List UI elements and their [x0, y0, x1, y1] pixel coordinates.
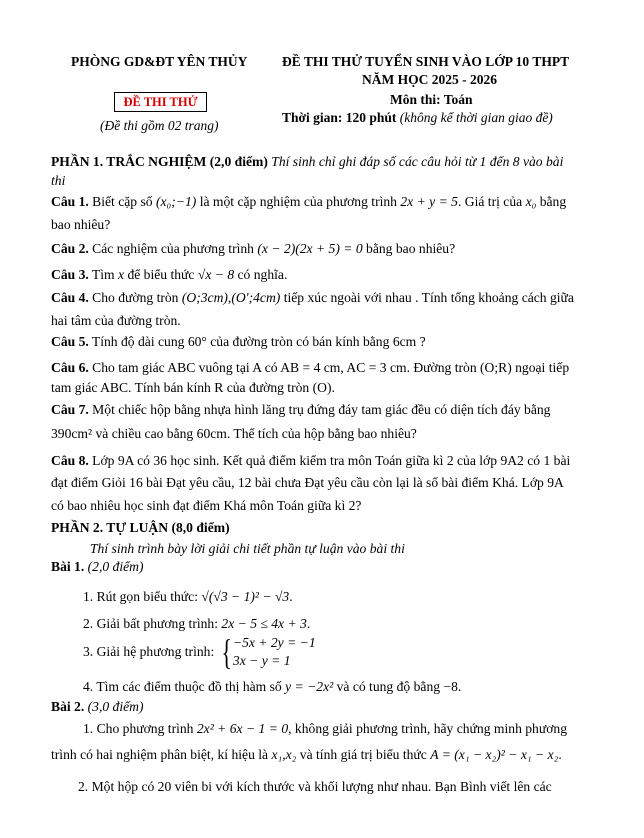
bai-2-item-2: 2. Một hộp có 20 viên bi với kích thước và khối lượng như nhau. Bạn Bình viết lên các — [78, 779, 552, 794]
q2-text2: bằng bao nhiêu? — [362, 241, 456, 256]
b1-1-end: . — [289, 589, 293, 604]
b2-1-text: 1. Cho phương trình — [83, 721, 197, 736]
question-5 — [51, 332, 426, 352]
q3-text3: có nghĩa. — [234, 267, 288, 282]
b1-4-end: . — [457, 679, 462, 694]
q2-math-equation: (x − 2)(2x + 5) = 0 — [257, 241, 363, 256]
q3-math-sqrt: √x − 8 — [197, 267, 235, 282]
q1-math-equation: 2x + y = 5 — [400, 194, 458, 209]
question-7 — [51, 400, 550, 420]
q1-label: Câu 1. — [51, 194, 89, 209]
b1-4-math-func: y = −2x² — [285, 679, 334, 694]
bai-2-label: Bài 2. — [51, 699, 85, 714]
q3-text: Tìm — [88, 267, 118, 282]
q1-text2: là một cặp nghiệm của phương trình — [196, 194, 401, 209]
bai-1-label: Bài 1. — [51, 559, 85, 574]
q5-text3: ? — [416, 334, 426, 349]
part1-instruction: Thí sinh chỉ ghi đáp số các câu hỏi từ 1 đến 8 vào bài — [267, 154, 564, 169]
question-4-cont: hai tâm của đường tròn. — [51, 313, 181, 328]
question-8-cont1: đạt điểm Giỏi 16 bài Đạt yêu cầu, 12 bài chưa Đạt yêu cầu còn lại là số bài điểm Khá. Lớp 9A — [51, 475, 564, 490]
part2-instruction: Thí sinh trình bày lời giải chi tiết phần tự luận vào bài thi — [90, 541, 405, 556]
exam-title: ĐỀ THI THỬ TUYỂN SINH VÀO LỚP 10 THPT — [282, 54, 570, 69]
b1-1-text: 1. Rút gọn biểu thức: — [83, 589, 202, 604]
trial-exam-stamp: ĐỀ THI THỬ — [114, 92, 207, 112]
time-note: (không kể thời gian giao đề) — [399, 110, 553, 125]
b1-3-eq2: 3x − y = 1 — [232, 653, 291, 668]
b2-1-text4: và tính giá trị biểu thức — [296, 747, 431, 762]
time-info — [282, 110, 553, 126]
department-name: PHÒNG GD&ĐT YÊN THỦY — [71, 54, 248, 69]
bai-1-item-1 — [83, 587, 293, 607]
q7-math-area: 390cm² — [51, 426, 93, 441]
part1-title: PHẦN 1. TRẮC NGHIỆM (2,0 điểm) — [51, 154, 268, 169]
bai-2-item-1 — [83, 719, 567, 739]
pages-note: (Đề thi gồm 02 trang) — [100, 118, 219, 133]
q1-math-x0: x₀ — [525, 194, 537, 209]
b1-4-text: 4. Tìm các điểm thuộc đồ thị hàm số — [83, 679, 286, 694]
b2-1-math-equation: 2x² + 6x − 1 = 0 — [196, 721, 289, 736]
b1-4-math-value: −8 — [443, 679, 458, 694]
part1-instruction-cont: thi — [51, 173, 66, 188]
question-8-cont2: có bao nhiêu học sinh đạt điểm Khá môn Toán giữa kì 2? — [51, 498, 362, 513]
b2-1-text2: , không giải phương trình, hãy chứng minh phương — [288, 721, 568, 736]
b1-1-math: √(√3 − 1)² − √3 — [201, 589, 290, 604]
part2-title: PHẦN 2. TỰ LUẬN (8,0 điểm) — [51, 520, 230, 535]
q3-math-x: x — [118, 267, 125, 282]
time-label: Thời gian: 120 phút — [282, 110, 397, 125]
q8-text: Lớp 9A có 36 học sinh. Kết quả điểm kiểm tra môn Toán giữa kì 2 của lớp 9A2 có 1 bài — [88, 453, 571, 468]
bai-1-points: (2,0 điểm) — [84, 559, 144, 574]
b1-3-text: 3. Giải hệ phương trình: — [83, 644, 218, 659]
q7-text2: và chiều cao bằng — [92, 426, 197, 441]
q7-label: Câu 7. — [51, 402, 89, 417]
q1-text: Biết cặp số — [88, 194, 156, 209]
bai-1-heading — [51, 557, 144, 577]
q5-math-angle: 60° — [187, 334, 207, 349]
school-year: NĂM HỌC 2025 - 2026 — [362, 72, 497, 87]
subject: Môn thi: Toán — [390, 92, 473, 107]
equation-system — [233, 634, 316, 670]
q5-label: Câu 5. — [51, 334, 89, 349]
question-1-cont: bao nhiêu? — [51, 217, 111, 232]
system-brace: { — [221, 632, 232, 672]
b2-1-end: . — [558, 747, 562, 762]
q6-text: Cho tam giác ABC vuông tại A có AB = 4 cm, AC = 3 cm. Đường tròn (O;R) ngoại tiếp — [88, 360, 570, 375]
part1-heading — [51, 152, 563, 172]
q3-text2: để biểu thức — [124, 267, 198, 282]
q6-label: Câu 6. — [51, 360, 89, 375]
question-1 — [51, 192, 566, 212]
b1-4-text2: và có tung độ bằng — [333, 679, 444, 694]
b2-1-math-expression: A = (x₁ − x₂)² − x₁ − x₂ — [430, 747, 559, 762]
bai-1-item-3 — [83, 634, 316, 670]
q1-text3: . Giá trị của — [457, 194, 526, 209]
q7-math-height: 60cm — [196, 426, 227, 441]
b1-2-text: 2. Giải bất phương trình: — [83, 616, 222, 631]
bai-1-item-4 — [83, 677, 461, 697]
question-3 — [51, 265, 287, 285]
bai-2-points: (3,0 điểm) — [84, 699, 144, 714]
b1-3-eq1: −5x + 2y = −1 — [232, 635, 316, 650]
question-6-cont: tam giác ABC. Tính bán kính R của đường tròn (O). — [51, 380, 335, 395]
question-8 — [51, 451, 570, 471]
question-4 — [51, 288, 574, 308]
q4-text: Cho đường tròn — [88, 290, 182, 305]
q1-text4: bằng — [536, 194, 567, 209]
b2-1-text3: trình có hai nghiệm phân biệt, kí hiệu là — [51, 747, 272, 762]
question-6 — [51, 358, 569, 378]
q1-math-pair: (x₀;−1) — [155, 194, 197, 209]
bai-2-heading — [51, 697, 144, 717]
q8-label: Câu 8. — [51, 453, 89, 468]
b1-2-math: 2x − 5 ≤ 4x + 3 — [221, 616, 307, 631]
q4-text2: tiếp xúc ngoài với nhau . Tính tổng khoảng cách giữa — [280, 290, 574, 305]
question-7-cont — [51, 424, 417, 444]
q7-text3: . Thể tích của hộp bằng bao nhiêu? — [226, 426, 417, 441]
q3-label: Câu 3. — [51, 267, 89, 282]
question-2 — [51, 239, 455, 259]
q7-text: Một chiếc hộp bằng nhựa hình lăng trụ đứng đáy tam giác đều có diện tích đáy bằng — [88, 402, 551, 417]
q2-text: Các nghiệm của phương trình — [88, 241, 258, 256]
q4-label: Câu 4. — [51, 290, 89, 305]
q4-math-circles: (O;3cm),(O';4cm) — [181, 290, 281, 305]
b1-2-end: . — [306, 616, 311, 631]
q5-text: Tính độ dài cung — [88, 334, 188, 349]
b2-1-math-roots: x₁,x₂ — [271, 747, 297, 762]
bai-2-item-1-cont — [51, 745, 562, 765]
q5-text2: của đường tròn có bán kính bằng — [206, 334, 393, 349]
q5-math-radius: 6cm — [392, 334, 417, 349]
bai-1-item-2 — [83, 614, 310, 634]
q2-label: Câu 2. — [51, 241, 89, 256]
